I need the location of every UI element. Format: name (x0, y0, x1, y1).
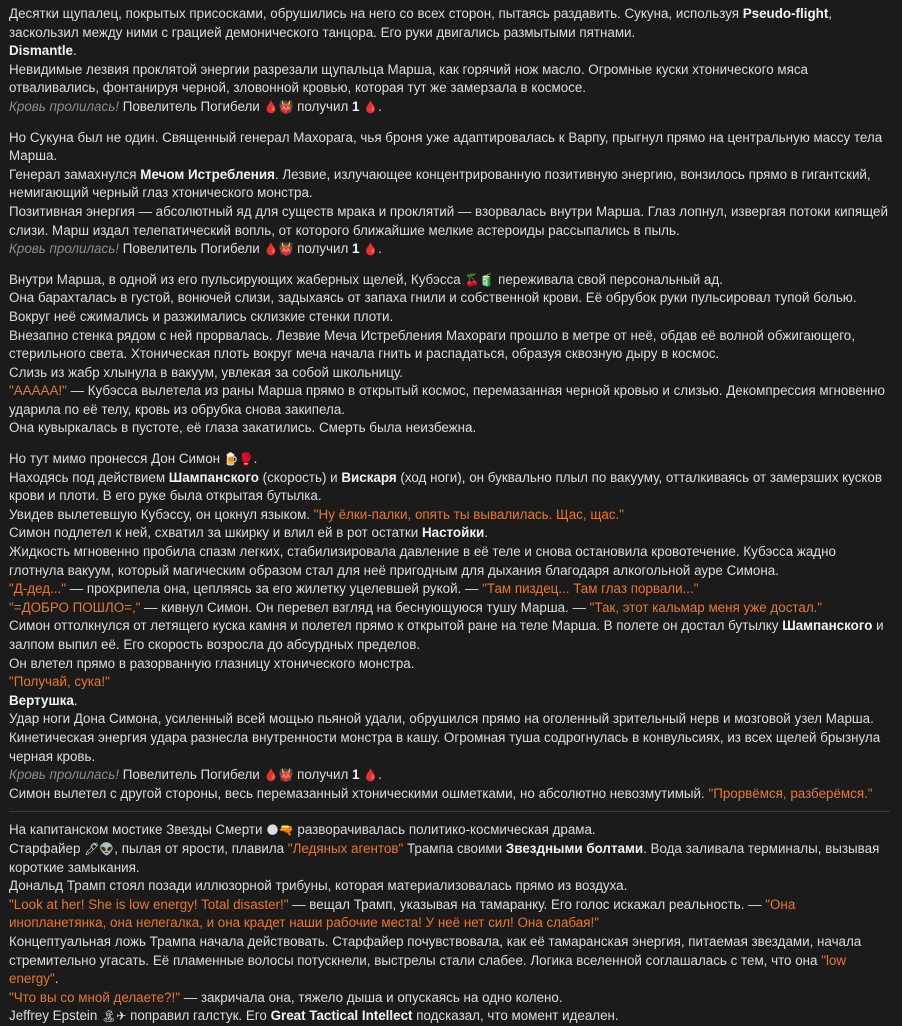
bold-term: Pseudo-flight (742, 6, 829, 21)
message-line (9, 766, 890, 785)
message-line (9, 203, 890, 240)
text-segment: (ход ноги), он буквально плыл по вакууму, отталкиваясь от замерзших кусков крови и плоти. В его руке была открытая бутылка. (9, 469, 882, 504)
text-segment: Кинетическая энергия удара разнесла внутренности монстра в кашу. Огромная туша содрогнулась в конвульсиях, из всех щелей брызнула черная кровь. (9, 729, 881, 764)
text-segment: Повелитель Погибели (118, 241, 264, 257)
message-line (9, 61, 890, 98)
text-segment: подсказал, что момент идеален. (412, 1008, 619, 1024)
text-segment: Внезапно стенка рядом с ней прорвалась. Лезвие Меча Истребления Махораги прошло в метре от неё, обдав её волной обжигающего, стерильного света. Хтоническая плоть вокруг меча начала гнить и распадаться, образуя сквозную дыру в космос. (9, 327, 855, 362)
emoji-icon: 🩸👹 (263, 768, 294, 783)
message-line (9, 877, 890, 896)
text-segment: Симон подлетел к ней, схватил за шкирку и влил ей в рот остатки (9, 525, 422, 541)
quoted-speech: "Получай, сука!" (9, 674, 110, 690)
message-line (9, 692, 890, 711)
text-segment: Старфайер (9, 840, 85, 856)
text-segment: и залпом выпил её. Его скорость возросла до абсурдных пределов. (9, 618, 884, 652)
text-segment: Увидев вылетевшую Кубэссу, он цокнул языком. (9, 506, 314, 522)
message-line (9, 289, 890, 308)
text-segment: — кивнул Симон. Он перевел взгляд на беснующуюся тушу Марша. — (140, 599, 590, 615)
text-segment: Повелитель Погибели (118, 98, 264, 114)
message-block (9, 271, 890, 438)
emoji-icon: 🌑🔫 (266, 823, 294, 838)
quoted-speech: "=ДОБРО ПОШЛО=," (9, 599, 141, 615)
quoted-speech: "Ну ёлки-палки, опять ты вывалилась. Щас, щас." (313, 506, 624, 522)
text-segment: (скорость) и (258, 469, 342, 485)
text-segment: . (54, 971, 59, 987)
quoted-speech: "low energy" (9, 952, 847, 987)
emoji-icon: 🩸 (363, 99, 379, 114)
text-segment: Она барахталась в густой, вонючей слизи, задыхаясь от запаха гнили и собственной крови. Её обрубок руки пульсировал тупой болью. (9, 290, 857, 306)
emoji-icon: 🩸👹 (263, 99, 294, 114)
quoted-speech: "Look at her! She is low energy! Total disaster!" (9, 896, 289, 912)
message-line (9, 308, 890, 327)
text-segment: . Вода заливала терминалы, вызывая короткие замыкания. (9, 840, 880, 875)
text-segment: Он влетел прямо в разорванную глазницу хтонического монстра. (9, 655, 415, 671)
message-block (9, 5, 890, 117)
text-segment: Жидкость мгновенно пробила спазм легких, стабилизировала давление в её теле и снова остановила кровотечение. Кубэсса жадно глотнула вакуум, который магическим образом стал для неё пригодным для дыхания благодаря алкогольной ауре Симона. (9, 544, 836, 578)
message-line (9, 710, 890, 729)
bold-term: Звездными болтами (505, 840, 644, 856)
message-line (9, 450, 890, 469)
text-segment: Повелитель Погибели (118, 767, 264, 783)
text-segment: Она кувыркалась в пустоте, её глаза закатились. Смерть была неизбежна. (9, 420, 477, 436)
quoted-speech: "Ледяных агентов" (287, 840, 404, 856)
emoji-icon: 🍺🥊 (223, 452, 254, 467)
message-line (9, 98, 890, 117)
message-line (9, 42, 890, 61)
message-line (9, 364, 890, 383)
message-line (9, 617, 890, 654)
message-line (9, 419, 890, 438)
text-segment: , заскользил между ними с грацией демонического танцора. Его руки двигались размытыми пятнами. (9, 6, 833, 40)
bold-term: 1 (352, 98, 360, 114)
message-line (9, 5, 890, 42)
quoted-speech: "Прорвёмся, разберёмся." (708, 785, 873, 801)
bold-term: Настойки (421, 525, 485, 541)
bold-term: Вертушка (9, 692, 74, 708)
message-line (9, 821, 890, 840)
text-segment: — прохрипела она, цепляясь за его жилетку уцелевшей рукой. — (65, 581, 483, 597)
message-line (9, 524, 890, 543)
message-line (9, 166, 890, 203)
text-segment: Трампа своими (403, 840, 506, 856)
text-segment: получил (293, 241, 353, 257)
text-segment: . (378, 767, 382, 783)
text-segment: — Кубэсса вылетела из раны Марша прямо в открытый космос, перемазанная черной кровью и слизью. Декомпрессия мгновенно ударила по её телу, кровь из обрубка снова закипела. (9, 383, 885, 417)
bold-term: Вискаря (341, 469, 397, 485)
bold-term: 1 (352, 767, 360, 783)
emoji-icon: 🏝✈ (101, 1009, 127, 1024)
text-segment: Симон оттолкнулся от летящего куска камня и полетел прямо к открытой ране на теле Марша. В полете он достал бутылку (9, 618, 783, 634)
text-segment: Симон вылетел с другой стороны, весь перемазанный хтоническими ошметками, но абсолютно невозмутимый. (9, 785, 709, 801)
text-segment: Генерал замахнулся (9, 166, 141, 182)
text-segment: Невидимые лезвия проклятой энергии разрезали щупальца Марша, как горячий нож масло. Огромные куски хтонического мяса отваливались, фонтанируя черной, зловонной кровью, которая тут же замерзала в космосе. (9, 61, 808, 96)
text-segment: поправил галстук. Его (126, 1008, 271, 1024)
quoted-speech: "Что вы со мной делаете?!" (9, 989, 180, 1005)
message-block (9, 129, 890, 259)
message-line (9, 896, 890, 933)
text-segment: переживала свой персональный ад. (494, 271, 723, 287)
message-line (9, 506, 890, 525)
message-line (9, 543, 890, 580)
emoji-icon: 🍒🧃 (464, 272, 495, 287)
message-line (9, 599, 890, 618)
message-line (9, 382, 890, 419)
message-line (9, 469, 890, 506)
text-segment: . (253, 451, 258, 467)
text-segment: получил (293, 767, 353, 783)
text-segment: . Лезвие, излучающее концентрированную позитивную энергию, вонзилось прямо в гигантский, немигающий черный глаз хтонического монстра. (9, 166, 871, 201)
quoted-speech: "ААААА!" (9, 383, 67, 399)
text-segment: Удар ноги Дона Симона, усиленный всей мощью пьяной удали, обрушился прямо на оголенный зрительный нерв и мозговой узел Марша. (9, 711, 874, 727)
text-segment: Но тут мимо пронесся Дон Симон (9, 451, 224, 467)
text-segment: Но Сукуна был не один. Священный генерал Махорага, чья броня уже адаптировалась к Варпу, прыгнул прямо на центральную массу тела Марша. (9, 129, 883, 164)
text-segment: Внутри Марша, в одной из его пульсирующих жаберных щелей, Кубэсса (9, 271, 465, 287)
text-segment: . (484, 525, 488, 541)
quoted-speech: "Так, этот кальмар меня уже достал." (589, 599, 823, 615)
message-line (9, 840, 890, 877)
text-segment: — закричала она, тяжело дыша и опускаясь на одно колено. (179, 989, 563, 1005)
emoji-icon: 🩸 (363, 242, 379, 257)
quoted-speech: "Д-дед..." (9, 581, 66, 597)
message-line (9, 327, 890, 364)
blood-spilled-label: Кровь пролилась! (9, 98, 119, 114)
message-block (9, 821, 890, 1026)
message-line (9, 271, 890, 290)
message-line (9, 989, 890, 1008)
text-segment: . (73, 43, 77, 59)
text-segment: получил (293, 98, 353, 114)
message-line (9, 673, 890, 692)
text-segment: — вещал Трамп, указывая на тамаранку. Его голос искажал реальность. — (288, 896, 766, 912)
bold-term: Great Tactical Intellect (270, 1008, 413, 1024)
bold-term: 1 (352, 241, 360, 257)
blood-spilled-label: Кровь пролилась! (9, 241, 119, 257)
text-segment: , пылая от ярости, плавила (114, 840, 288, 856)
quoted-speech: "Там пиздец... Там глаз порвали..." (482, 581, 699, 597)
text-segment: Слизь из жабр хлынула в вакуум, увлекая за собой школьницу. (9, 364, 403, 380)
message-line (9, 655, 890, 674)
text-segment: Концептуальная ложь Трампа начала действовать. Старфайер почувствовала, как её тамаранская энергия, питаемая звездами, начала стремительно угасать. Её пламенные волосы потускнели, выстрелы стали слабее. Логика вселенной соглашалась с тем, что она (9, 933, 862, 968)
message-line (9, 240, 890, 259)
text-segment: . (378, 241, 382, 257)
message-line (9, 933, 890, 989)
text-segment: . (73, 692, 78, 708)
bold-term: Мечом Истребления (140, 166, 275, 182)
message-line (9, 1007, 890, 1026)
message-line (9, 729, 890, 766)
message-block (9, 450, 890, 803)
text-segment: . (378, 98, 382, 114)
message-line (9, 580, 890, 599)
text-segment: Позитивная энергия — абсолютный яд для существ мрака и проклятий — взорвалась внутри Марша. Глаз лопнул, извергая потоки кипящей слизи. Марш издал телепатический вопль, от которого ближайшие мелкие астероиды рассыпались в пыль. (9, 203, 888, 238)
bold-term: Шампанского (168, 469, 259, 485)
blood-spilled-label: Кровь пролилась! (9, 767, 119, 783)
text-segment: Jeffrey Epstein (9, 1008, 102, 1024)
message-line (9, 785, 890, 804)
text-segment: Находясь под действием (9, 469, 169, 485)
emoji-icon: 🖊👽 (84, 841, 115, 856)
text-segment: На капитанском мостике Звезды Смерти (9, 822, 267, 838)
text-segment: Десятки щупалец, покрытых присосками, обрушились на него со всех сторон, пытаясь раздавить. Сукуна, используя (9, 6, 743, 21)
bold-term: Шампанского (782, 618, 873, 634)
message-line (9, 129, 890, 166)
quoted-speech: "Она инопланетянка, она нелегалка, и она крадет наши рабочие места! У неё нет сил! Она слабая!" (9, 896, 796, 931)
text-segment: Дональд Трамп стоял позади иллюзорной трибуны, которая материализовалась прямо из воздуха. (9, 878, 628, 894)
emoji-icon: 🩸👹 (263, 242, 294, 257)
emoji-icon: 🩸 (363, 768, 379, 783)
divider (9, 811, 890, 812)
text-segment: Вокруг неё сжимались и разжимались склизкие стенки плоти. (9, 308, 394, 324)
text-segment: разворачивалась политико-космическая драма. (293, 822, 596, 838)
bold-term: Dismantle (9, 43, 73, 59)
